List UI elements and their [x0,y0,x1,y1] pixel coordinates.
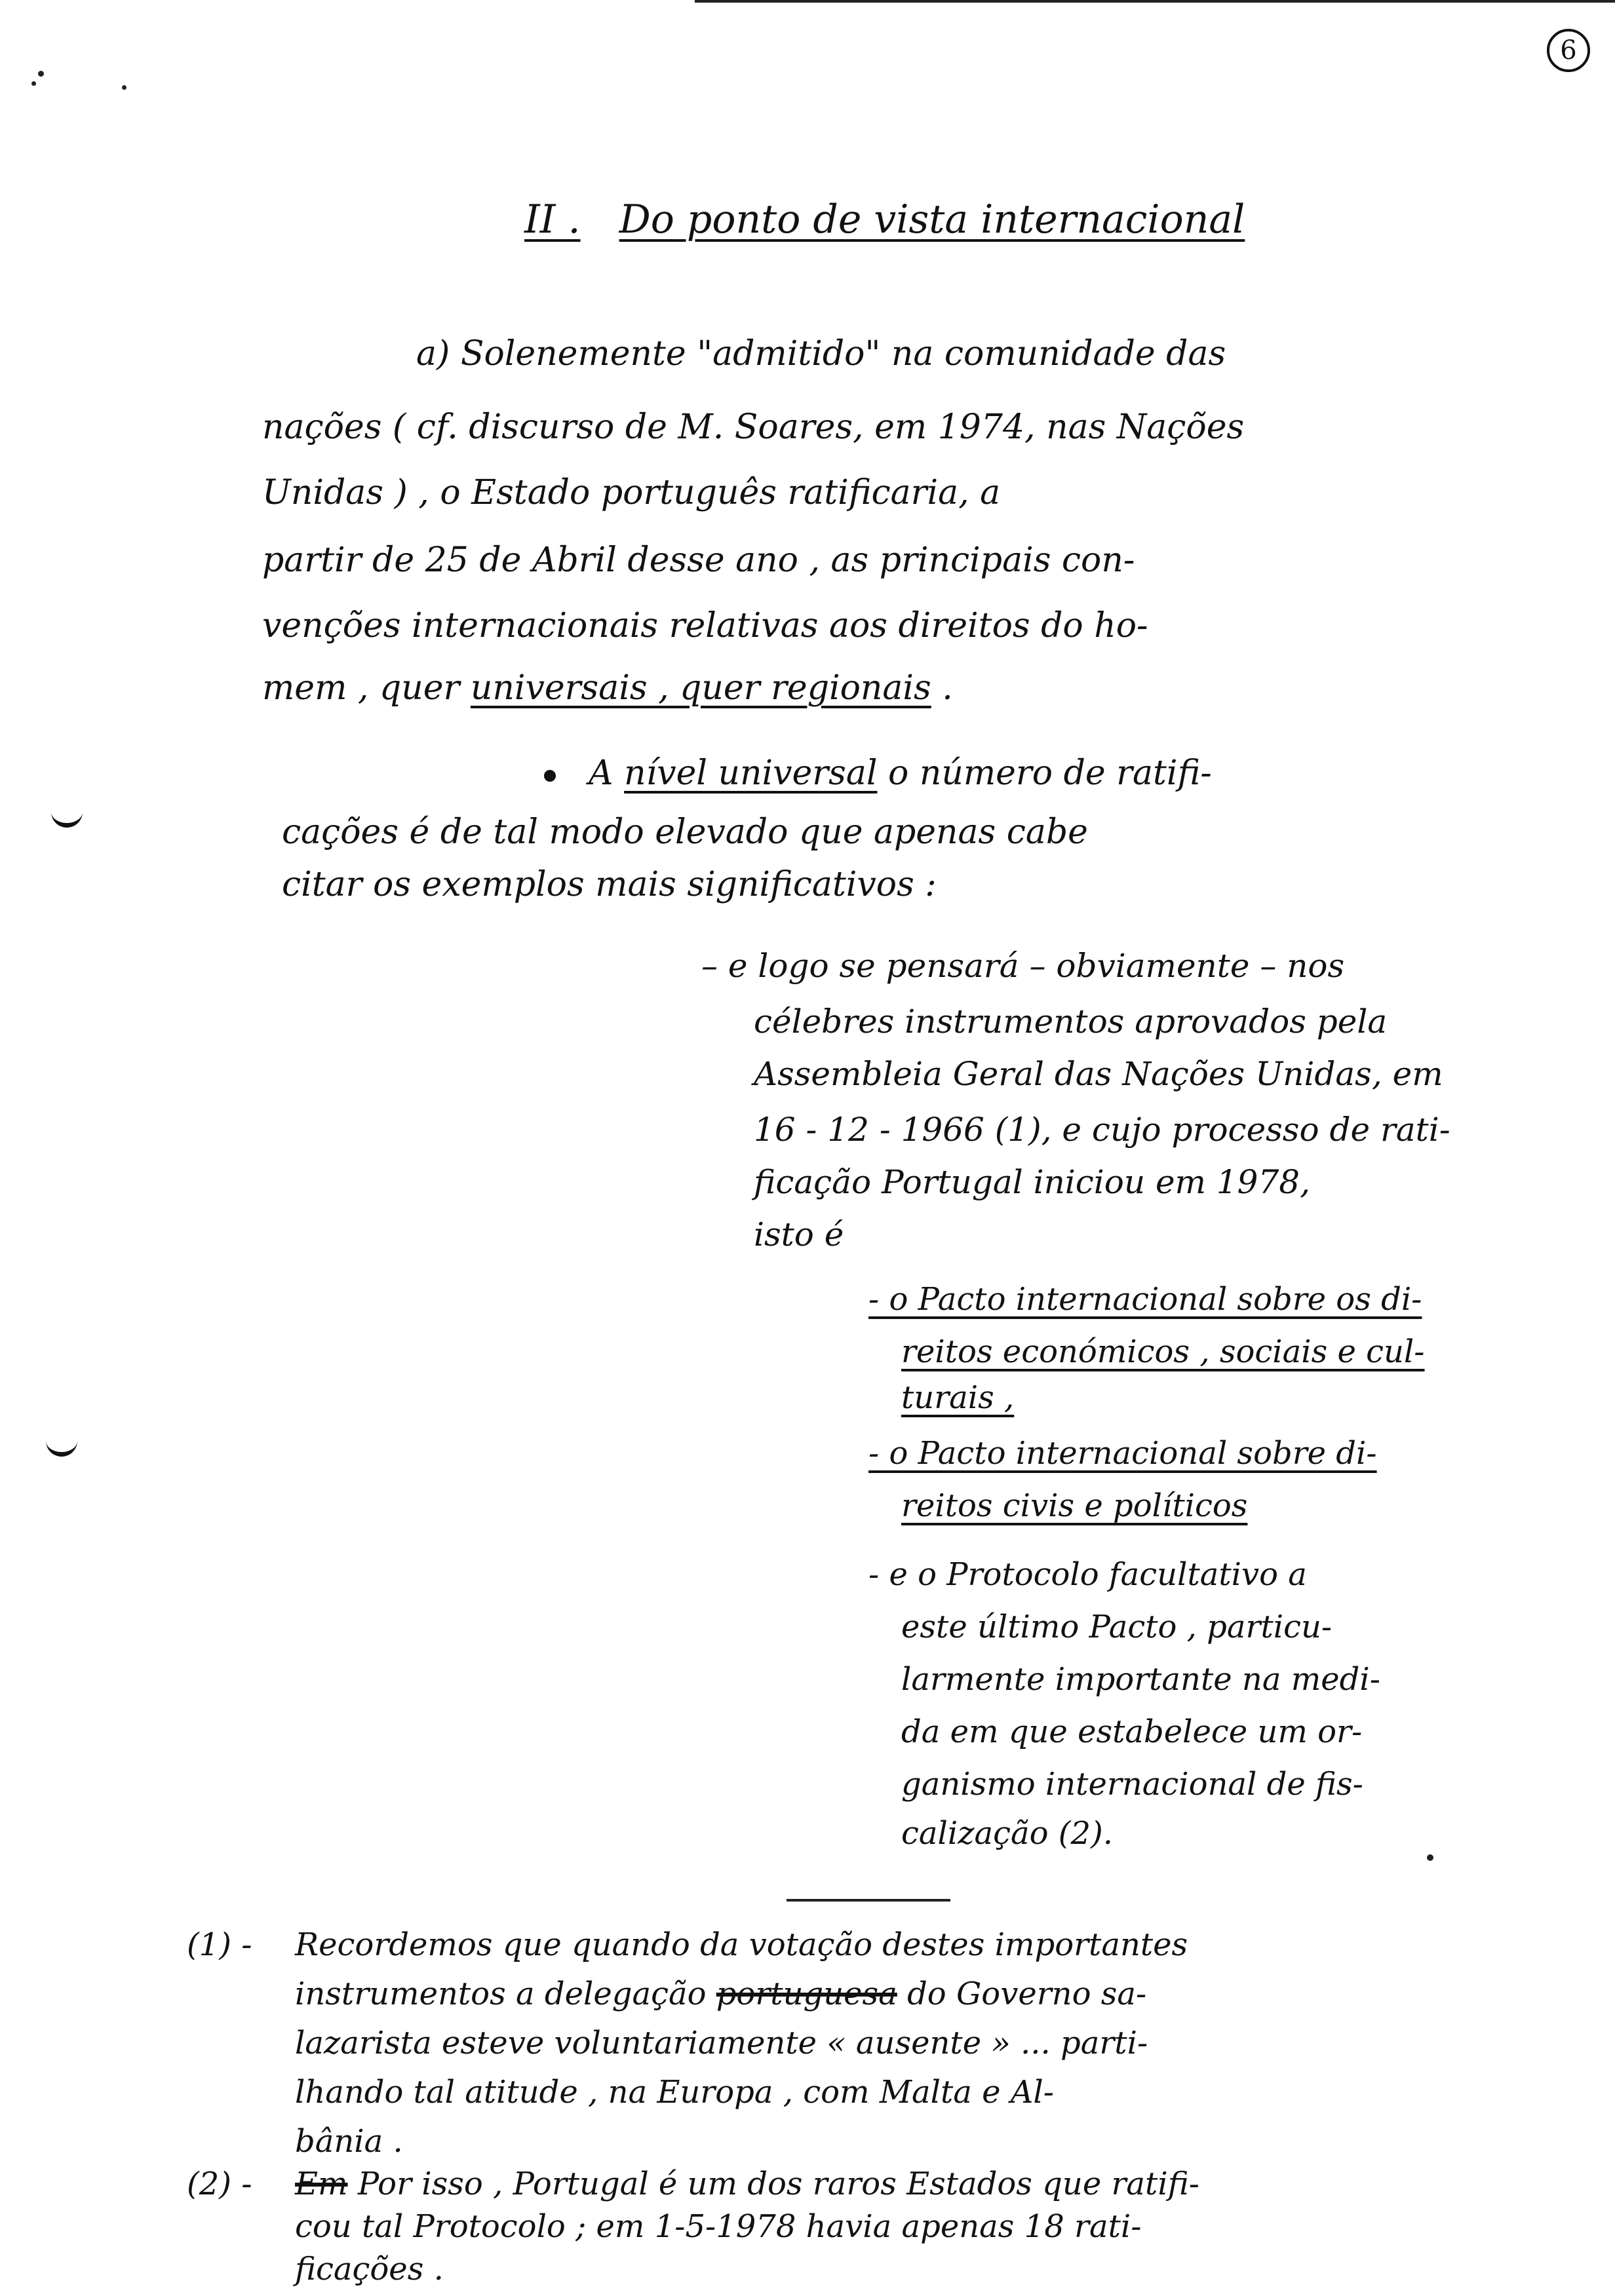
text-run: Por isso , Portugal é um dos raros Estados que ratifi- [357,2166,1199,2202]
pacto-civis-line: reitos civis e políticos [901,1487,1248,1524]
protocolo-line: larmente importante na medi- [901,1661,1380,1698]
underlined-phrase: universais , quer regionais [470,668,931,708]
footnote-1-line: lazarista esteve voluntariamente « ausente » ... parti- [295,2025,1148,2061]
paragraph-a-line [262,668,953,708]
struck-word: Em [295,2166,348,2202]
list-intro-line: célebres instrumentos aprovados pela [754,1003,1388,1041]
footnote-2-line: ficações . [295,2251,444,2287]
heading-title: Do ponto de vista internacional [619,197,1245,242]
footnote-separator [787,1899,950,1902]
heading-number: II . [524,197,581,242]
text-run: o número de ratifi- [877,754,1212,793]
protocolo-line: - e o Protocolo facultativo a [868,1556,1307,1593]
footnote-1-line: lhando tal atitude , na Europa , com Malta e Al- [295,2074,1054,2111]
paragraph-a-line: a) Solenemente "admitido" na comunidade das [416,334,1226,373]
footnote-1-line [295,1976,1146,2012]
universal-level-line: citar os exemplos mais significativos : [282,865,937,904]
protocolo-line: este último Pacto , particu- [901,1609,1333,1645]
margin-binding-mark [46,1435,77,1457]
text-run: do Governo sa- [897,1976,1147,2012]
list-intro-line: ficação Portugal iniciou em 1978, [754,1163,1310,1201]
footnote-marker: (2) - [187,2166,252,2202]
pacto-economicos-line: - o Pacto internacional sobre os di- [868,1281,1422,1318]
text-run [348,2166,358,2202]
text-run: instrumentos a delegação [295,1976,716,2012]
text-run: A [589,754,625,793]
footnote-1-line: bânia . [295,2123,403,2160]
pacto-economicos-line: reitos económicos , sociais e cul- [901,1333,1425,1370]
universal-level-line [544,754,1212,793]
section-heading [524,197,1245,242]
paragraph-a-line: venções internacionais relativas aos direitos do ho- [262,606,1148,645]
text-run: mem , quer [262,668,471,708]
protocolo-line: calização (2). [901,1815,1114,1852]
top-edge-rule [695,0,1615,3]
footnote-marker: (1) - [187,1926,252,1963]
pacto-economicos-line: turais , [901,1379,1015,1416]
underlined-phrase: nível universal [624,754,878,793]
protocolo-line: ganismo internacional de fis- [901,1766,1363,1803]
ink-speck [38,71,44,77]
list-intro-line: – e logo se pensará – obviamente – nos [701,947,1345,985]
footnote-1-line: Recordemos que quando da votação destes importantes [295,1926,1188,1963]
margin-binding-mark [51,806,83,828]
ink-speck [31,81,36,86]
paragraph-a-line: Unidas ) , o Estado português ratificaria, a [262,473,1001,512]
list-intro-line: Assembleia Geral das Nações Unidas, em [754,1055,1443,1093]
text-run: . [931,668,953,708]
protocolo-line: da em que estabelece um or- [901,1713,1363,1750]
page-number: 6 [1547,29,1590,72]
bullet-icon [544,770,556,782]
ink-speck [1427,1854,1433,1861]
footnote-2-line [295,2166,1199,2202]
struck-word: portuguesa [716,1976,897,2012]
ink-speck [122,85,126,90]
pacto-civis-line: - o Pacto internacional sobre di- [868,1435,1377,1472]
paragraph-a-line: partir de 25 de Abril desse ano , as principais con- [262,541,1135,580]
universal-level-line: cações é de tal modo elevado que apenas cabe [282,813,1088,852]
list-intro-line: isto é [754,1215,844,1253]
paragraph-a-line: nações ( cf. discurso de M. Soares, em 1974, nas Nações [262,408,1245,447]
list-intro-line: 16 - 12 - 1966 (1), e cujo processo de rati- [754,1111,1450,1149]
footnote-2-line: cou tal Protocolo ; em 1-5-1978 havia apenas 18 rati- [295,2208,1142,2245]
